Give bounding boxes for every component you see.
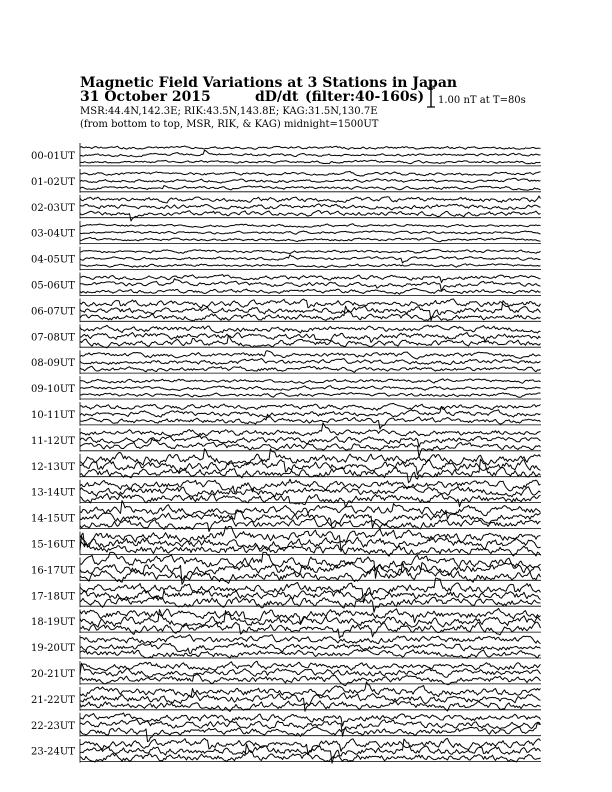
hour-label: 03-04UT <box>31 228 75 240</box>
hour-label: 04-05UT <box>31 254 75 266</box>
hour-label: 01-02UT <box>31 176 75 188</box>
hour-label: 11-12UT <box>31 435 75 447</box>
hour-label: 07-08UT <box>31 332 75 344</box>
trace-kag-08-09ut <box>80 351 541 359</box>
trace-msr-13-14ut <box>80 494 541 508</box>
hour-label: 19-20UT <box>31 643 75 655</box>
trace-msr-01-02ut <box>80 186 541 191</box>
trace-rik-03-04ut <box>80 231 541 234</box>
trace-rik-07-08ut <box>80 333 541 343</box>
trace-rik-17-18ut <box>80 590 541 600</box>
station-order-note: (from bottom to top, MSR, RIK, & KAG) midnight=1500UT <box>80 119 379 130</box>
hour-label: 05-06UT <box>31 280 75 292</box>
hour-label: 18-19UT <box>31 617 75 629</box>
trace-kag-09-10ut <box>80 379 541 384</box>
hour-label: 02-03UT <box>31 202 75 214</box>
trace-msr-06-07ut <box>80 306 541 321</box>
trace-rik-02-03ut <box>80 204 541 210</box>
hour-label: 14-15UT <box>31 513 75 525</box>
trace-msr-05-06ut <box>80 289 541 295</box>
trace-rik-19-20ut <box>80 643 541 654</box>
trace-msr-17-18ut <box>80 596 541 612</box>
trace-kag-00-01ut <box>80 146 541 149</box>
hour-label: 21-22UT <box>31 694 75 706</box>
hour-label: 15-16UT <box>31 539 75 551</box>
trace-kag-19-20ut <box>80 635 541 644</box>
trace-kag-04-05ut <box>80 249 541 253</box>
trace-kag-15-16ut <box>80 527 541 552</box>
trace-rik-13-14ut <box>80 486 541 497</box>
chart-filter: (filter:40-160s) <box>305 89 425 105</box>
trace-kag-06-07ut <box>80 299 541 308</box>
hour-rows <box>31 143 541 763</box>
hour-label: 23-24UT <box>31 746 75 758</box>
trace-msr-10-11ut <box>80 414 541 429</box>
trace-rik-04-05ut <box>80 255 541 263</box>
chart-quantity: dD/dt <box>255 89 299 105</box>
hour-label: 16-17UT <box>31 565 75 577</box>
trace-rik-12-13ut <box>80 460 541 475</box>
trace-kag-07-08ut <box>80 325 541 333</box>
chart-date: 31 October 2015 <box>80 89 211 105</box>
trace-kag-01-02ut <box>80 171 541 176</box>
hour-label: 00-01UT <box>31 151 75 162</box>
trace-msr-14-15ut <box>80 518 541 531</box>
trace-rik-01-02ut <box>80 178 541 183</box>
hour-label: 06-07UT <box>31 306 75 318</box>
scale-bar-label: 1.00 nT at T=80s <box>438 95 526 106</box>
hour-label: 22-23UT <box>31 720 75 732</box>
trace-msr-00-01ut <box>80 160 541 164</box>
trace-kag-03-04ut <box>80 224 541 228</box>
trace-msr-18-19ut <box>80 622 541 638</box>
trace-msr-08-09ut <box>80 366 541 372</box>
trace-kag-17-18ut <box>80 578 541 603</box>
hour-label: 09-10UT <box>31 384 75 396</box>
chart-title: Magnetic Field Variations at 3 Stations in Japan <box>80 75 458 91</box>
trace-rik-09-10ut <box>80 386 541 391</box>
hour-label: 08-09UT <box>31 358 75 370</box>
trace-kag-02-03ut <box>80 196 541 203</box>
trace-rik-05-06ut <box>80 279 541 292</box>
trace-rik-00-01ut <box>80 150 541 156</box>
station-coordinates: MSR:44.4N,142.3E; RIK:43.5N,143.8E; KAG:31.5N,130.7E <box>80 106 378 117</box>
hour-label: 12-13UT <box>31 461 75 473</box>
trace-msr-19-20ut <box>80 649 541 658</box>
trace-msr-09-10ut <box>80 393 541 398</box>
trace-kag-10-11ut <box>80 403 541 410</box>
hour-label: 20-21UT <box>31 669 75 680</box>
trace-kag-05-06ut <box>80 275 541 283</box>
trace-kag-18-19ut <box>80 608 541 623</box>
trace-msr-04-05ut <box>80 264 541 268</box>
hour-label: 17-18UT <box>31 591 75 603</box>
trace-msr-15-16ut <box>80 536 541 556</box>
trace-rik-08-09ut <box>80 359 541 365</box>
hour-label: 13-14UT <box>31 487 75 499</box>
hour-label: 10-11UT <box>31 410 75 421</box>
trace-rik-10-11ut <box>80 407 541 418</box>
trace-msr-03-04ut <box>80 238 541 242</box>
trace-msr-02-03ut <box>80 211 541 222</box>
